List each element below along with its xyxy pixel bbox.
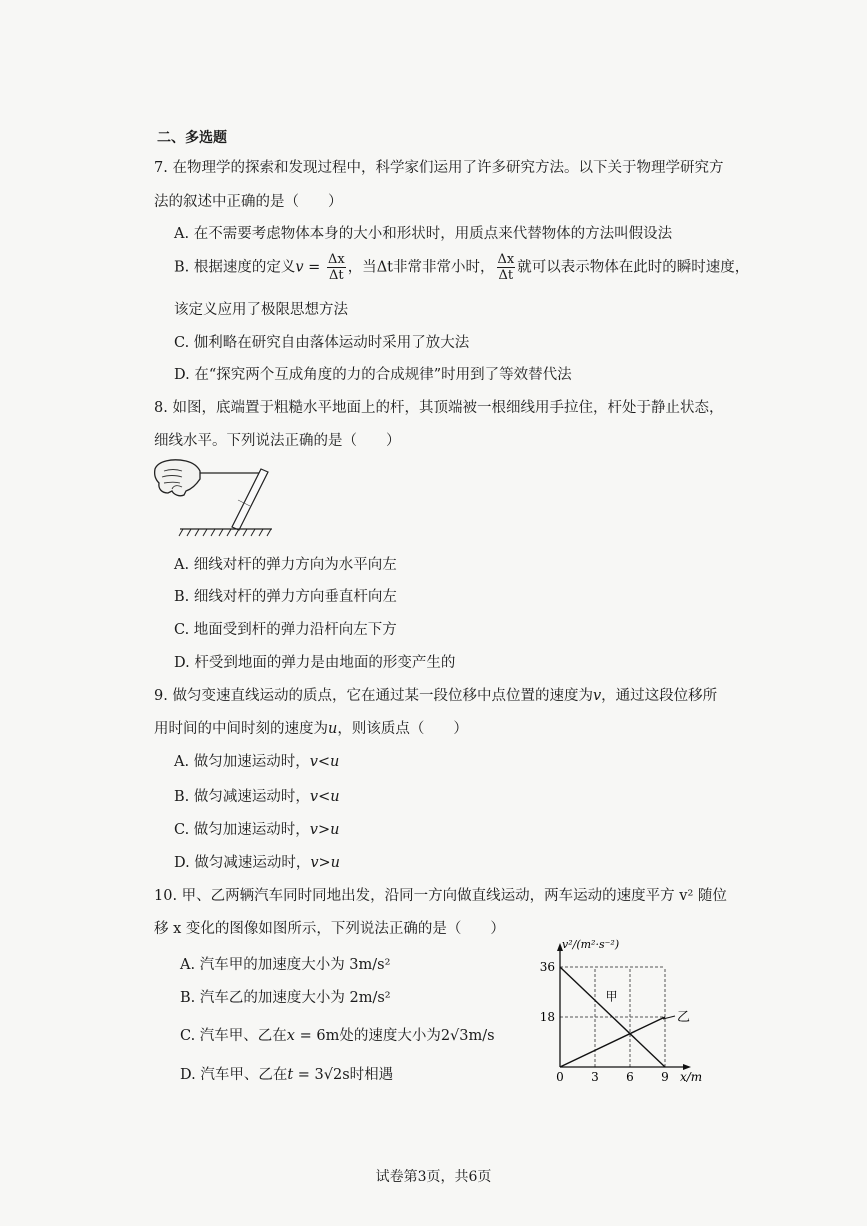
x-axis-label: x/m <box>680 1070 703 1084</box>
v2-x-chart <box>530 935 720 1090</box>
q9-option-b: B. 做匀减速运动时，v<u <box>174 789 340 805</box>
x-tick-label: 0 <box>556 1070 564 1084</box>
q7-option-b-line2: 该定义应用了极限思想方法 <box>174 302 348 318</box>
q9-stem-line1: 9. 做匀变速直线运动的质点，它在通过某一段位移中点位置的速度为v，通过这段位移所 <box>154 688 718 704</box>
q8-option-a: A. 细线对杆的弹力方向为水平向左 <box>174 557 397 573</box>
q8-option-c: C. 地面受到杆的弹力沿杆向左下方 <box>174 622 397 638</box>
q8-stem-line1: 8. 如图，底端置于粗糙水平地面上的杆，其顶端被一根细线用手拉住，杆处于静止状态， <box>154 400 724 416</box>
q7-stem-line2: 法的叙述中正确的是（ ） <box>154 194 343 210</box>
y-tick-label: 36 <box>539 960 555 974</box>
q9-stem-line2: 用时间的中间时刻的速度为u，则该质点（ ） <box>154 721 468 737</box>
page-footer: 试卷第3页，共6页 <box>375 1169 492 1185</box>
q7-option-a: A. 在不需要考虑物体本身的大小和形状时，用质点来代替物体的方法叫假设法 <box>174 226 673 242</box>
q10-stem-line1: 10. 甲、乙两辆汽车同时同地出发，沿同一方向做直线运动，两车运动的速度平方 v² 随位 <box>154 888 727 904</box>
q7-stem-line1: 7. 在物理学的探索和发现过程中，科学家们运用了许多研究方法。以下关于物理学研究方 <box>154 160 724 176</box>
q7-option-b: B. 根据速度的定义v = $\frac{\Delta x}{\Delta t}$ ，当Δt非常非常小时， $\frac{\Delta x}{\Delta t}$ 就可以表示物体在此时的瞬时速度， <box>174 252 750 283</box>
q10-option-a: A. 汽车甲的加速度大小为 3m/s² <box>180 957 391 973</box>
q8-stem-line2: 细线水平。下列说法正确的是（ ） <box>154 433 401 449</box>
ground-hatching <box>179 529 271 536</box>
x-tick-label: 6 <box>626 1070 634 1084</box>
x-tick-label: 3 <box>591 1070 599 1084</box>
fraction-dx-dt-1: $\frac{\Delta x}{\Delta t}$ <box>327 252 345 283</box>
fraction-dx-dt-2: $\frac{\Delta x}{\Delta t}$ <box>497 252 515 283</box>
rod <box>232 469 268 530</box>
hand-icon <box>155 460 200 496</box>
y-tick-label: 18 <box>539 1010 555 1024</box>
q7-option-c: C. 伽利略在研究自由落体运动时采用了放大法 <box>174 335 470 351</box>
q10-option-d: D. 汽车甲、乙在t = 3√2s时相遇 <box>180 1067 394 1083</box>
q8-option-b: B. 细线对杆的弹力方向垂直杆向左 <box>174 589 397 605</box>
q9-option-a: A. 做匀加速运动时，v<u <box>174 754 340 770</box>
q10-option-c: C. 汽车甲、乙在x = 6m处的速度大小为2√3m/s <box>180 1028 495 1044</box>
q10-stem-line2: 移 x 变化的图像如图所示，下列说法正确的是（ ） <box>154 921 505 937</box>
rod-diagram <box>150 455 280 540</box>
series-label-jia: 甲 <box>605 989 618 1004</box>
q9-option-c: C. 做匀加速运动时，v>u <box>174 822 340 838</box>
series-label-yi: 乙 <box>677 1010 691 1025</box>
section-title: 二、多选题 <box>157 130 227 146</box>
q10-option-b: B. 汽车乙的加速度大小为 2m/s² <box>180 990 391 1006</box>
y-axis-label: v²/(m²·s⁻²) <box>562 938 620 951</box>
q7-option-d: D. 在“探究两个互成角度的力的合成规律”时用到了等效替代法 <box>174 367 572 383</box>
x-tick-label: 9 <box>661 1070 669 1084</box>
series-line-2 <box>560 1017 665 1067</box>
q8-option-d: D. 杆受到地面的弹力是由地面的形变产生的 <box>174 655 456 671</box>
q9-option-d: D. 做匀减速运动时，v>u <box>174 855 341 871</box>
